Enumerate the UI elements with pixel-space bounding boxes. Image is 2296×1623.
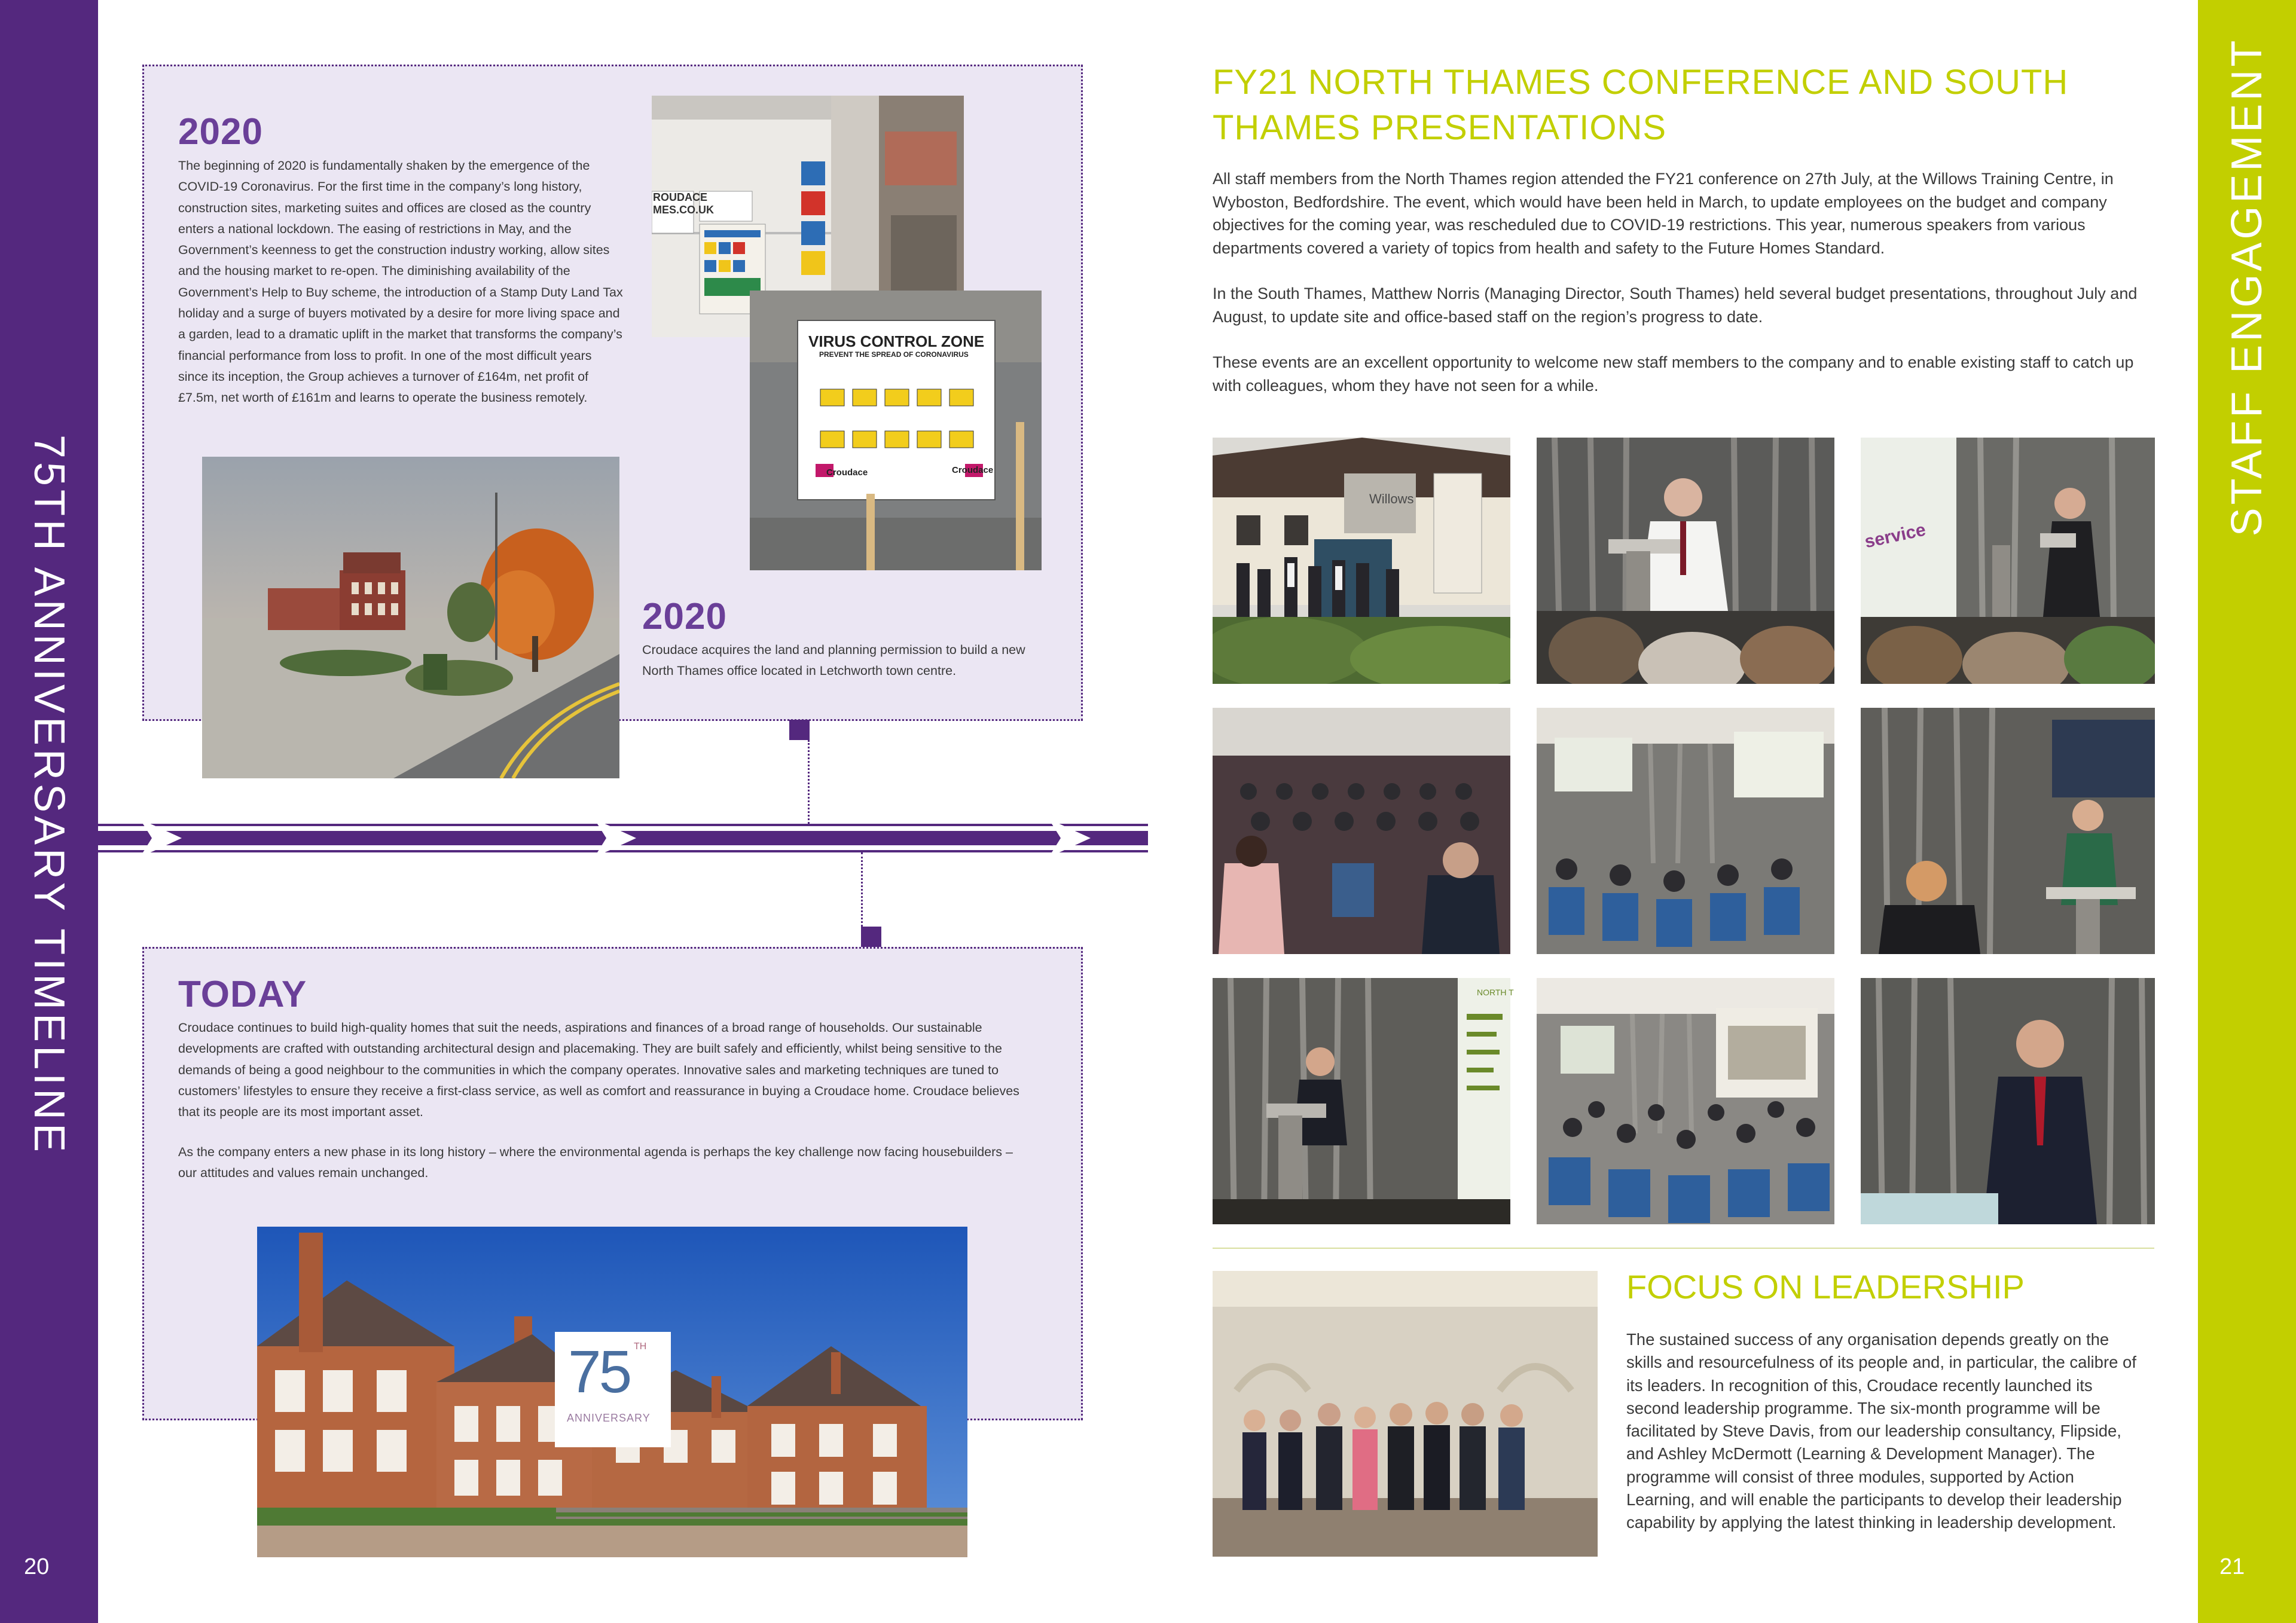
photo-willows-exterior (1213, 438, 1510, 684)
site-sign-brand: ROUDACE MES.CO.UK (653, 191, 715, 216)
letchworth-paragraph: Croudace acquires the land and planning permission to build a new North Thames office located in Letchworth town centre. (642, 643, 1025, 678)
section-divider (1213, 1248, 2154, 1249)
left-vertical-title: 75TH ANNIVERSARY TIMELINE (25, 434, 73, 1156)
photo-speaker-woman-green (1861, 708, 2155, 954)
connector-line-bottom (861, 852, 863, 930)
photo-speaker-woman (1861, 438, 2155, 684)
virus-zone-brand-left: Croudace (826, 467, 868, 478)
virus-zone-subtitle: PREVENT THE SPREAD OF CORONAVIRUS (819, 350, 969, 359)
conference-paragraph-2: In the South Thames, Matthew Norris (Managing Director, South Thames) held several budget presentations, throughout July and August, to update site and office-based staff on the region’s progress to date. (1213, 285, 2138, 326)
photo-audience-hall (1537, 708, 1834, 954)
virus-zone-title: VIRUS CONTROL ZONE (808, 332, 985, 350)
leadership-body: The sustained success of any organisation depends greatly on the skills and resourcefulness of its people and, in particular, the calibre of its leaders. In recognition of this, Croudace recently launched its second leadership programme. The six-month programme will be facilitated by Steve Davis, from our leadership consultancy, Flipside, and Ashley McDermott (Learning & Development Manager). The programme will consist of three modules, supported by Action Learning, and will enable the participants to develop their leadership capability by applying the latest thinking in leadership development. (1626, 1330, 2136, 1532)
page-number-left: 20 (24, 1554, 50, 1579)
year-heading-2020-letchworth: 2020 (642, 596, 727, 637)
year-heading-2020-covid: 2020 (178, 111, 263, 152)
photo-audience-presentation (1537, 978, 1834, 1224)
conference-paragraph-1: All staff members from the North Thames region attended the FY21 conference on 27th July, at the Willows Training Centre, in Wyboston, Bedfordshire. The event, which would have been held in March, to update employees on the budget and company objectives for the coming year, was rescheduled due to COVID-19 restrictions. This year, numerous speakers from various departments covered a variety of topics from health and safety to the Future Homes Standard. (1213, 170, 2114, 257)
badge-label: ANNIVERSARY (567, 1412, 651, 1424)
year-heading-today: TODAY (178, 974, 307, 1015)
page-number-right: 21 (2219, 1554, 2245, 1579)
photo-audience-room (1213, 708, 1510, 954)
badge-number: 75 (568, 1338, 630, 1405)
leadership-heading: FOCUS ON LEADERSHIP (1626, 1268, 2025, 1306)
slide-word-service: service (1863, 519, 1928, 552)
covid-paragraph: The beginning of 2020 is fundamentally shaken by the emergence of the COVID-19 Coronavirus. For the first time in the company’s long history, construction sites, marketing suites and offices are closed as the country enters a national lockdown. The easing of restrictions in May, and the Government’s keenness to get the construction industry working, allow sites and the housing market to re-open. The diminishing availability of the Government’s Help to Buy scheme, the introduction of a Stamp Duty Land Tax holiday and a surge of buyers motivated by a desire for more living space and a garden, lead to a dramatic uplift in the market that transforms the company’s financial performance from loss to profit. In one of the most difficult years since its inception, the Group achieves a turnover of £164m, net profit of £7.5m, net worth of £161m and learns to operate the business remotely. (178, 158, 623, 405)
connector-line-top (808, 740, 810, 824)
connector-square-bottom (861, 927, 881, 947)
conference-heading: FY21 NORTH THAMES CONFERENCE AND SOUTH THAMES PRESENTATIONS (1213, 63, 2069, 147)
willows-sign-text: Willows (1369, 491, 1414, 506)
conference-paragraph-3: These events are an excellent opportunity to welcome new staff members to the company and to enable existing staff to catch up with colleagues, whom they have not seen for a while. (1213, 353, 2134, 395)
timeline-arrows (98, 813, 1150, 863)
badge-superscript: TH (634, 1341, 647, 1352)
photo-speaker-man (1537, 438, 1834, 684)
right-vertical-title: STAFF ENGAGEMENT (2223, 37, 2271, 537)
today-paragraph-2: As the company enters a new phase in its long history – where the environmental agenda is perhaps the key challenge now facing housebuilders – our attitudes and values remain unchanged. (178, 1145, 1013, 1181)
photo-letchworth-office-render (202, 457, 619, 778)
photo-speaker-red-tie (1861, 978, 2155, 1224)
slide-text-north: NORTH T (1477, 988, 1514, 997)
photo-leadership-group (1213, 1271, 1598, 1557)
connector-square-top (789, 720, 810, 740)
conference-body (1213, 167, 2157, 420)
photo-speaker-bearded (1213, 978, 1510, 1224)
today-paragraph-1: Croudace continues to build high-quality homes that suit the needs, aspirations and finances of a broad range of households. Our sustainable developments are crafted with outstanding architectural design and placemaking. They are built safely and efficiently, whilst being sensitive to the demands of being a good neighbour to the communities in which the company operates. Innovative sales and marketing techniques are tuned to customers’ lifestyles to ensure they receive a first-class service, as well as comfort and reassurance in buying a Croudace home. Croudace believes that its people are its most important asset. (178, 1020, 1019, 1120)
virus-zone-brand-right: Croudace (952, 465, 994, 475)
